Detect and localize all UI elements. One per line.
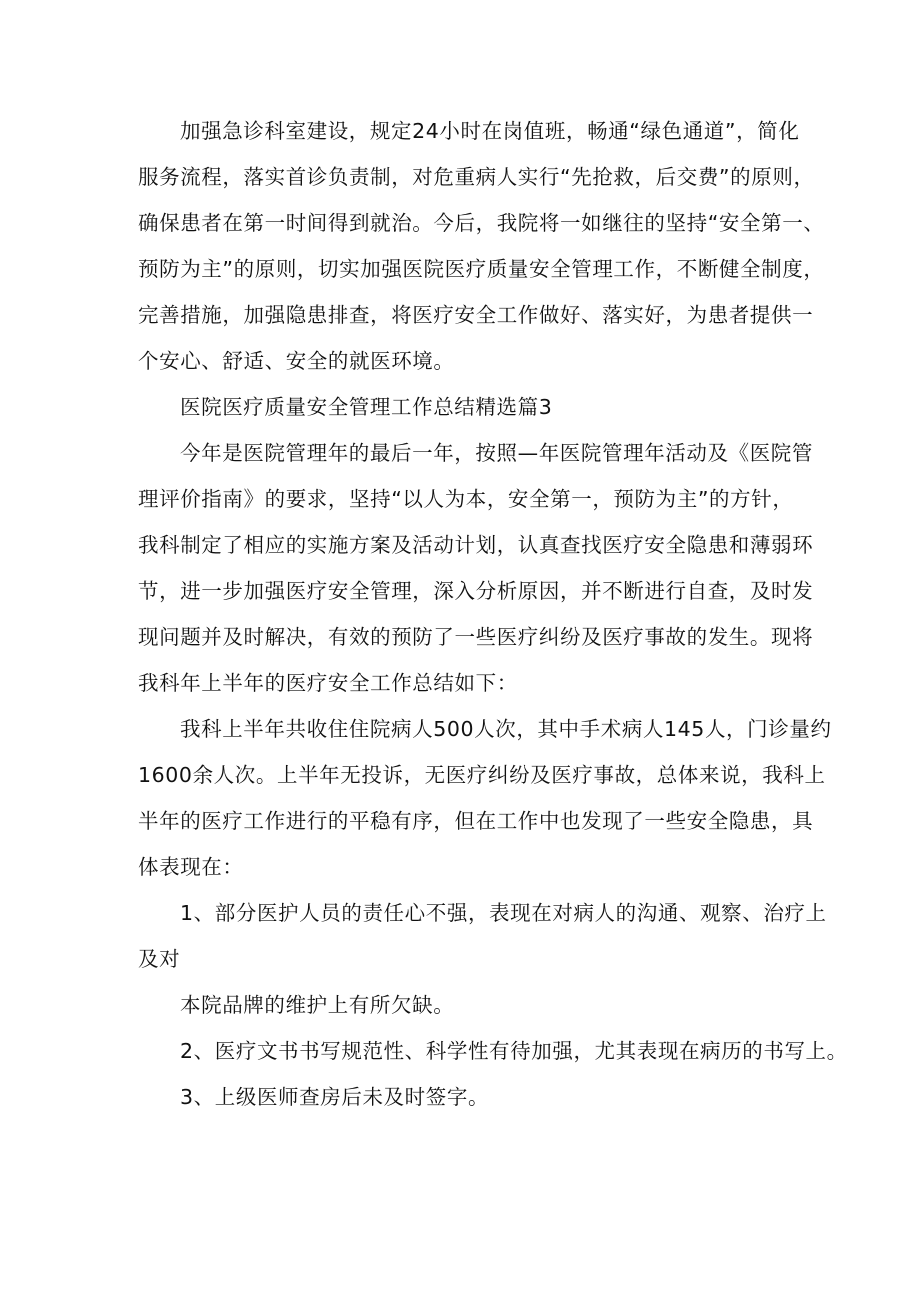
paragraph-line: 完善措施，加强隐患排查，将医疗安全工作做好、落实好，为患者提供一 [138,303,814,327]
paragraph-line: 节，进一步加强医疗安全管理，深入分析原因，并不断进行自查，及时发 [138,579,814,603]
paragraph-line: 1600余人次。上半年无投诉，无医疗纠纷及医疗事故，总体来说，我科上 [138,763,826,787]
paragraph-line: 理评价指南》的要求，坚持“以人为本，安全第一，预防为主”的方针， [138,487,794,511]
paragraph-line: 个安心、舒适、安全的就医环境。 [138,349,455,373]
paragraph-line: 半年的医疗工作进行的平稳有序，但在工作中也发现了一些安全隐患，具 [138,809,814,833]
paragraph-line: 我科制定了相应的实施方案及活动计划，认真查找医疗安全隐患和薄弱环 [138,533,814,557]
paragraph-line: 服务流程，落实首诊负责制，对危重病人实行“先抢救，后交费”的原则， [138,165,815,189]
list-item: 2、医疗文书书写规范性、科学性有待加强，尤其表现在病历的书写上。 [180,1039,848,1063]
list-item: 1、部分医护人员的责任心不强，表现在对病人的沟通、观察、治疗上 [180,901,827,925]
paragraph-line: 我科上半年共收住住院病人500人次，其中手术病人145人，门诊量约 [180,717,832,741]
paragraph-line: 今年是医院管理年的最后一年，按照—年医院管理年活动及《医院管 [180,441,813,465]
paragraph-line: 我科年上半年的医疗安全工作总结如下： [138,671,518,695]
paragraph-line: 及对 [138,947,181,971]
paragraph-line: 体表现在： [138,855,244,879]
paragraph-line: 加强急诊科室建设，规定24小时在岗值班，畅通“绿色通道”，简化 [180,119,800,143]
paragraph-line: 本院品牌的维护上有所欠缺。 [180,993,455,1017]
list-item: 3、上级医师查房后未及时签字。 [180,1085,490,1109]
paragraph-line: 现问题并及时解决，有效的预防了一些医疗纠纷及医疗事故的发生。现将 [138,625,814,649]
paragraph-line: 确保患者在第一时间得到就治。今后，我院将一如继往的坚持“安全第一、 [138,211,825,235]
paragraph-line: 预防为主”的原则，切实加强医院医疗质量安全管理工作，不断健全制度， [138,257,825,281]
section-heading: 医院医疗质量安全管理工作总结精选篇3 [180,395,553,419]
